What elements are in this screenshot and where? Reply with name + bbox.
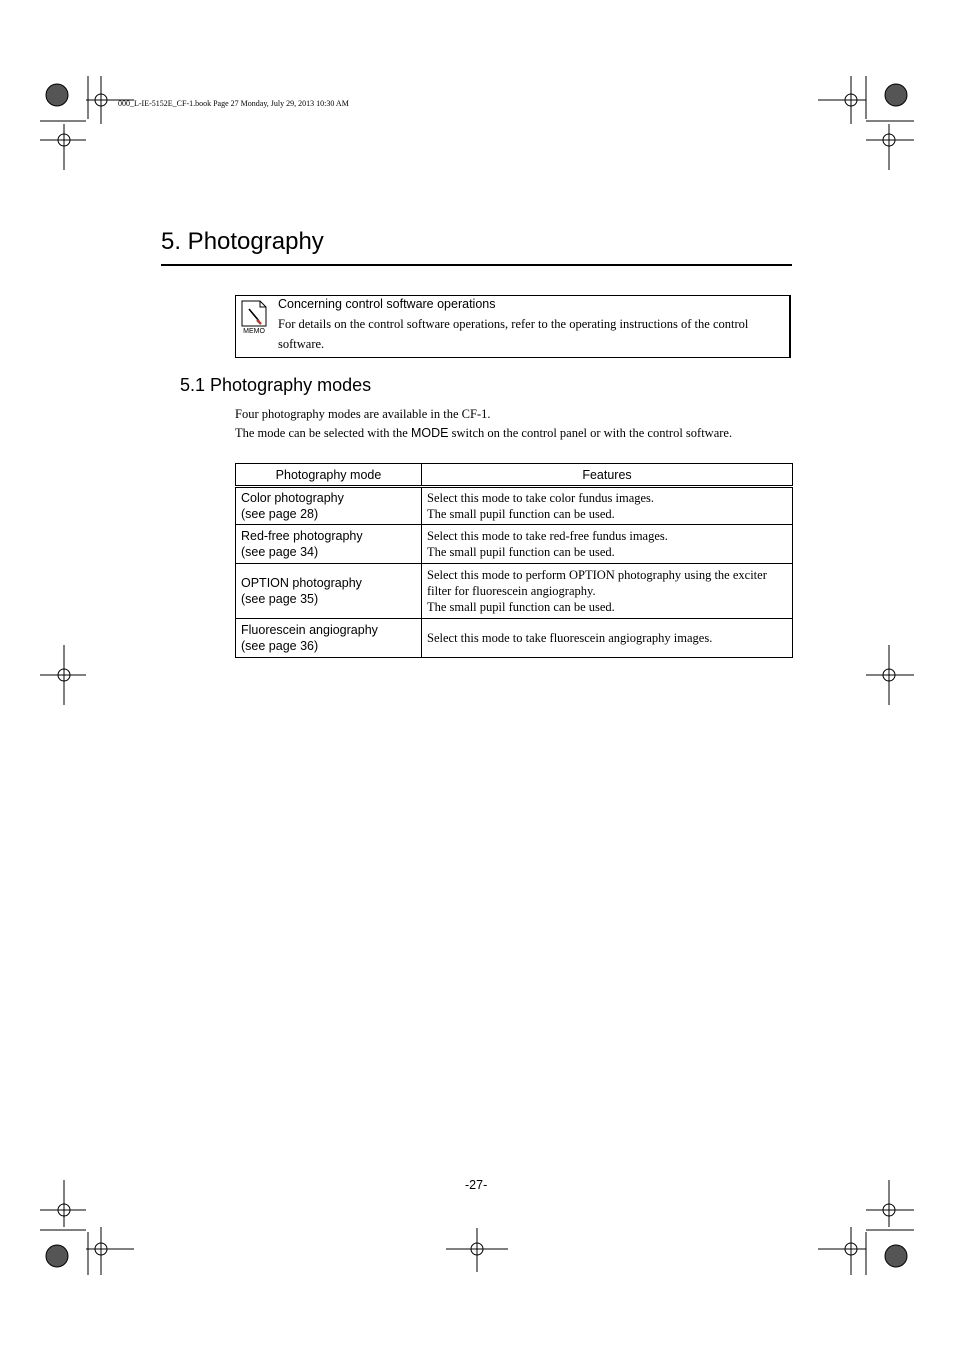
memo-body: For details on the control software operations, refer to the operating instructions of the control software. bbox=[278, 317, 749, 351]
feature-line: The small pupil function can be used. bbox=[427, 507, 615, 521]
feature-line: filter for fluorescein angiography. bbox=[427, 584, 596, 598]
chapter-title: 5. Photography bbox=[161, 228, 324, 255]
print-header-info: 000_L-IE-5152E_CF-1.book Page 27 Monday, July 29, 2013 10:30 AM bbox=[118, 99, 349, 108]
feature-line: Select this mode to perform OPTION photography using the exciter bbox=[427, 568, 767, 582]
memo-title: Concerning control software operations bbox=[278, 297, 496, 311]
mode-switch-keyword: MODE bbox=[410, 426, 449, 440]
memo-icon-label: MEMO bbox=[243, 328, 265, 334]
page-number: -27- bbox=[465, 1178, 488, 1192]
header-photography-mode: Photography mode bbox=[236, 464, 422, 487]
mode-paragraph-pre: The mode can be selected with the bbox=[235, 426, 411, 440]
feature-line: Select this mode to take fluorescein angiography images. bbox=[427, 631, 713, 645]
mode-name: OPTION photography bbox=[241, 576, 362, 590]
mode-name: Red-free photography bbox=[241, 529, 363, 543]
header-features: Features bbox=[422, 464, 793, 487]
feature-line: The small pupil function can be used. bbox=[427, 600, 615, 614]
mode-page-ref: (see page 34) bbox=[241, 545, 319, 559]
feature-line: Select this mode to take color fundus images. bbox=[427, 491, 655, 505]
mode-page-ref: (see page 28) bbox=[241, 507, 319, 521]
feature-line: The small pupil function can be used. bbox=[427, 545, 615, 559]
feature-line: Select this mode to take red-free fundus images. bbox=[427, 529, 668, 543]
intro-paragraph: Four photography modes are available in the CF-1. bbox=[235, 407, 491, 421]
mode-name: Color photography bbox=[241, 491, 344, 505]
mode-page-ref: (see page 35) bbox=[241, 592, 319, 606]
mode-name: Fluorescein angiography bbox=[241, 623, 378, 637]
mode-page-ref: (see page 36) bbox=[241, 639, 319, 653]
section-title: 5.1 Photography modes bbox=[180, 375, 372, 395]
mode-paragraph-post: switch on the control panel or with the control software. bbox=[448, 426, 733, 440]
